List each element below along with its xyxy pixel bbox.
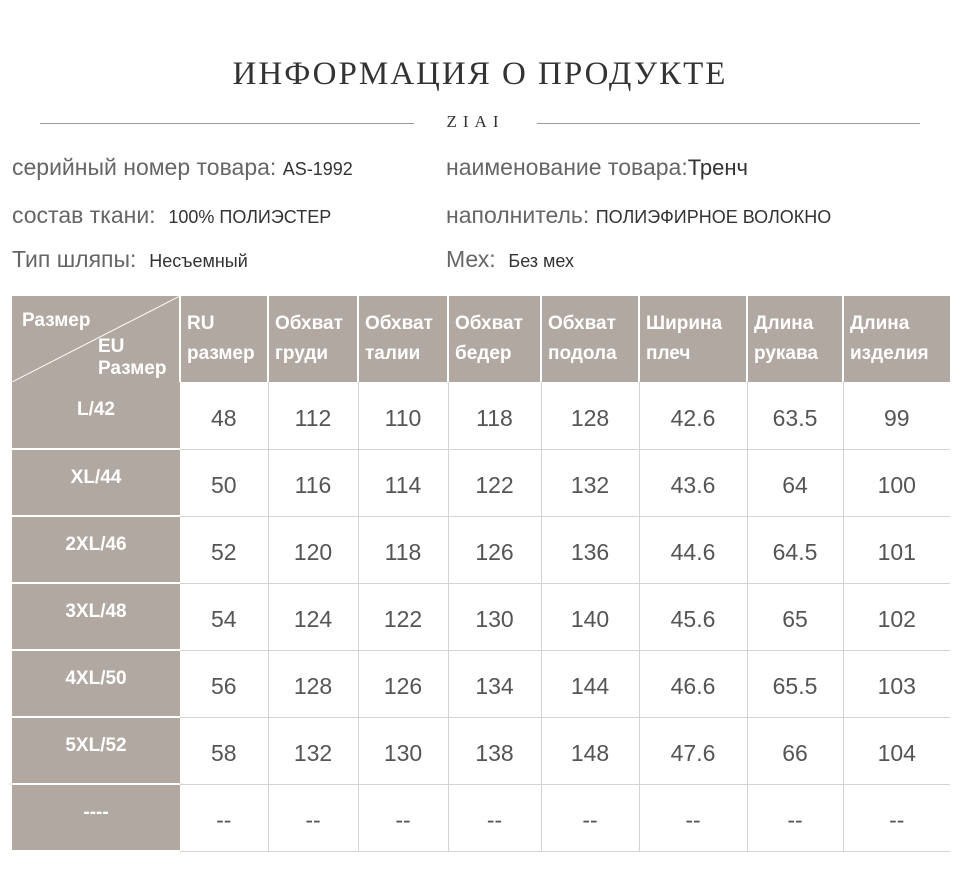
table-cell: 130 xyxy=(448,583,541,650)
table-cell: 128 xyxy=(541,382,639,449)
size-table xyxy=(12,296,950,852)
table-cell: 54 xyxy=(180,583,268,650)
table-row xyxy=(12,784,950,851)
row-size-label: 2XL/46 xyxy=(12,516,180,583)
column-header: Обхват бедер xyxy=(448,296,541,382)
table-cell: -- xyxy=(268,784,358,851)
table-row xyxy=(12,583,950,650)
column-header: Длина изделия xyxy=(843,296,950,382)
table-cell: 114 xyxy=(358,449,448,516)
table-cell: 58 xyxy=(180,717,268,784)
table-header-row xyxy=(12,296,950,382)
table-cell: 102 xyxy=(843,583,950,650)
serial-label: серийный номер товара: xyxy=(12,154,277,180)
hat-value: Несъемный xyxy=(149,251,248,271)
info-filler xyxy=(446,202,831,229)
table-cell: -- xyxy=(639,784,747,851)
row-size-label: L/42 xyxy=(12,382,180,449)
fabric-value: 100% ПОЛИЭСТЕР xyxy=(168,207,332,227)
table-cell: 65.5 xyxy=(747,650,843,717)
table-row xyxy=(12,449,950,516)
table-cell: 64 xyxy=(747,449,843,516)
table-cell: 44.6 xyxy=(639,516,747,583)
table-cell: -- xyxy=(541,784,639,851)
table-cell: 65 xyxy=(747,583,843,650)
info-product-name xyxy=(446,154,748,181)
table-cell: 126 xyxy=(358,650,448,717)
product-name-value: Тренч xyxy=(687,155,749,180)
column-header: Обхват подола xyxy=(541,296,639,382)
row-size-label: 3XL/48 xyxy=(12,583,180,650)
table-cell: 43.6 xyxy=(639,449,747,516)
table-cell: -- xyxy=(180,784,268,851)
table-cell: 118 xyxy=(448,382,541,449)
table-cell: 112 xyxy=(268,382,358,449)
corner-label-bottom: EU Размер xyxy=(98,336,167,379)
table-cell: 148 xyxy=(541,717,639,784)
table-row xyxy=(12,717,950,784)
column-header: Обхват талии xyxy=(358,296,448,382)
table-cell: 136 xyxy=(541,516,639,583)
table-cell: 56 xyxy=(180,650,268,717)
column-header: Обхват груди xyxy=(268,296,358,382)
corner-header xyxy=(12,296,180,382)
table-cell: 128 xyxy=(268,650,358,717)
table-cell: 46.6 xyxy=(639,650,747,717)
fur-value: Без мех xyxy=(508,251,575,271)
info-hat-type xyxy=(12,246,248,273)
column-header: Ширина плеч xyxy=(639,296,747,382)
table-cell: -- xyxy=(448,784,541,851)
table-cell: 138 xyxy=(448,717,541,784)
table-row xyxy=(12,516,950,583)
table-cell: 42.6 xyxy=(639,382,747,449)
table-cell: 118 xyxy=(358,516,448,583)
table-cell: -- xyxy=(358,784,448,851)
table-cell: 144 xyxy=(541,650,639,717)
table-cell: -- xyxy=(747,784,843,851)
table-cell: 130 xyxy=(358,717,448,784)
table-cell: 45.6 xyxy=(639,583,747,650)
table-cell: 52 xyxy=(180,516,268,583)
hat-label: Тип шляпы: xyxy=(12,246,137,272)
fabric-label: состав ткани: xyxy=(12,202,156,228)
table-cell: 132 xyxy=(268,717,358,784)
table-cell: 104 xyxy=(843,717,950,784)
table-cell: 66 xyxy=(747,717,843,784)
table-cell: 134 xyxy=(448,650,541,717)
table-cell: 101 xyxy=(843,516,950,583)
column-header: Длина рукава xyxy=(747,296,843,382)
table-cell: 99 xyxy=(843,382,950,449)
product-name-label: наименование товара: xyxy=(446,154,688,180)
info-fabric xyxy=(12,202,331,229)
table-cell: 50 xyxy=(180,449,268,516)
divider-left xyxy=(40,123,414,124)
filler-label: наполнитель: xyxy=(446,202,590,228)
table-cell: 126 xyxy=(448,516,541,583)
table-row xyxy=(12,382,950,449)
table-cell: 140 xyxy=(541,583,639,650)
row-size-label: ---- xyxy=(12,784,180,851)
table-cell: 110 xyxy=(358,382,448,449)
brand-row xyxy=(40,110,920,138)
serial-value: AS-1992 xyxy=(282,159,353,179)
table-cell: 48 xyxy=(180,382,268,449)
table-cell: -- xyxy=(843,784,950,851)
brand-name: ZIAI xyxy=(446,112,505,131)
row-size-label: 4XL/50 xyxy=(12,650,180,717)
column-header: RU размер xyxy=(180,296,268,382)
table-cell: 124 xyxy=(268,583,358,650)
corner-label-top: Размер xyxy=(22,310,91,331)
page-title: ИНФОРМАЦИЯ О ПРОДУКТЕ xyxy=(232,56,728,92)
table-cell: 100 xyxy=(843,449,950,516)
table-cell: 63.5 xyxy=(747,382,843,449)
filler-value: ПОЛИЭФИРНОЕ ВОЛОКНО xyxy=(595,207,832,227)
fur-label: Мех: xyxy=(446,246,496,272)
table-row xyxy=(12,650,950,717)
table-cell: 132 xyxy=(541,449,639,516)
info-serial xyxy=(12,154,353,181)
table-cell: 103 xyxy=(843,650,950,717)
row-size-label: 5XL/52 xyxy=(12,717,180,784)
divider-right xyxy=(537,123,920,124)
table-cell: 116 xyxy=(268,449,358,516)
table-cell: 47.6 xyxy=(639,717,747,784)
table-cell: 64.5 xyxy=(747,516,843,583)
table-cell: 122 xyxy=(448,449,541,516)
info-fur xyxy=(446,246,574,273)
row-size-label: XL/44 xyxy=(12,449,180,516)
table-cell: 120 xyxy=(268,516,358,583)
table-cell: 122 xyxy=(358,583,448,650)
